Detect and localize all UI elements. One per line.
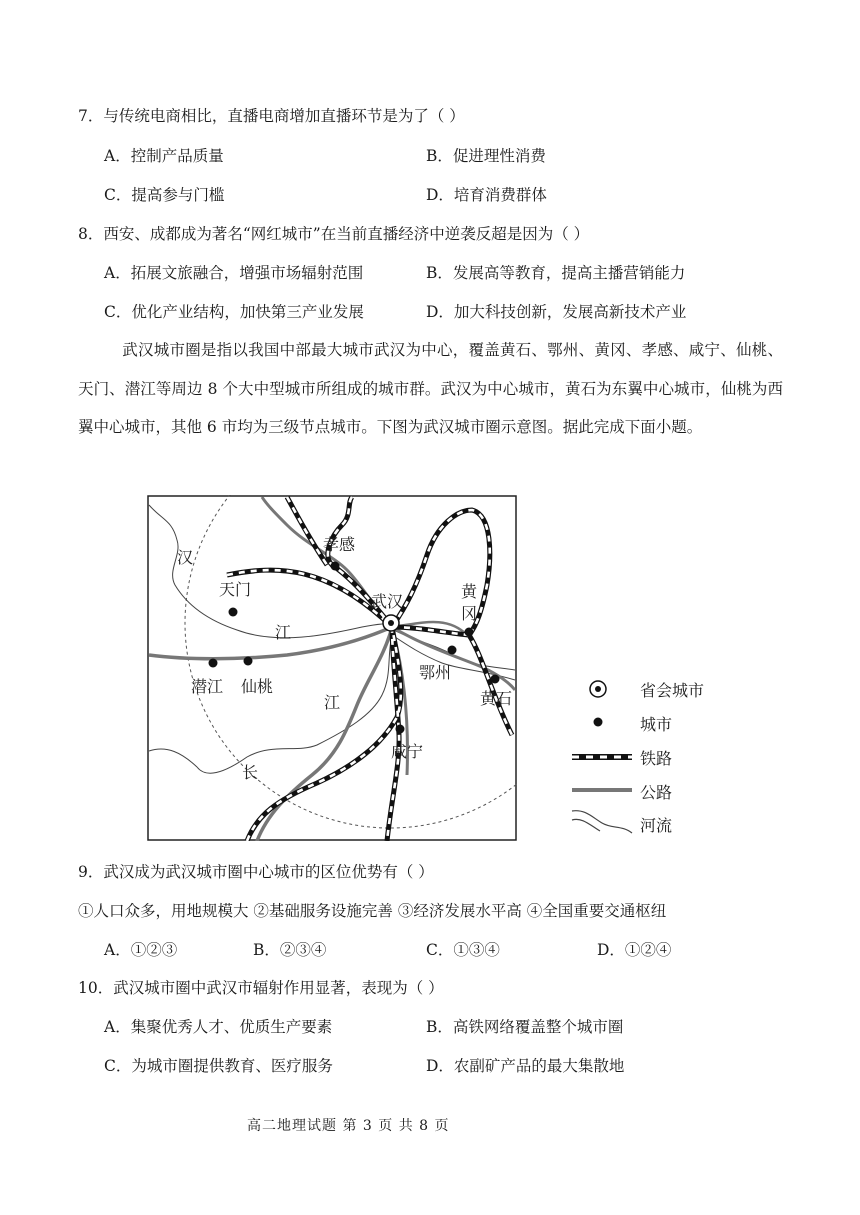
wuhan-city-circle-map (147, 495, 517, 841)
label-tianmen: 天门 (219, 580, 252, 599)
q9-option-a: A．①②③ (104, 941, 178, 959)
question-9-stem: 9．武汉成为武汉城市圈中心城市的区位优势有（ ） (78, 863, 434, 881)
label-jiang-1: 江 (275, 623, 292, 642)
label-huanggang-2: 冈 (461, 604, 478, 623)
q7-option-d: D．培育消费群体 (426, 186, 547, 204)
q7-option-a: A．控制产品质量 (104, 147, 224, 165)
legend-city-label: 城市 (640, 715, 673, 734)
label-huangshi: 黄石 (480, 689, 513, 708)
q8-option-d: D．加大科技创新，发展高新技术产业 (426, 303, 687, 321)
legend-capital-label: 省会城市 (640, 681, 705, 700)
legend-city-icon (594, 718, 603, 727)
question-9-statements: ①人口众多，用地规模大 ②基础服务设施完善 ③经济发展水平高 ④全国重要交通枢纽 (78, 902, 667, 920)
ezhou-dot (448, 646, 457, 655)
question-10-stem: 10．武汉城市圈中武汉市辐射作用显著，表现为（ ） (78, 979, 444, 997)
legend-symbols (570, 675, 640, 835)
legend-road-label: 公路 (640, 783, 673, 802)
tianmen-dot (229, 608, 238, 617)
legend-river-icon (572, 811, 632, 833)
xiantao-dot (244, 657, 253, 666)
legend-rail-label: 铁路 (640, 749, 673, 768)
q9-option-b: B．②③④ (253, 941, 327, 959)
question-8-stem: 8．西安、成都成为著名“网红城市”在当前直播经济中逆袭反超是因为（ ） (78, 225, 590, 243)
question-7-stem: 7．与传统电商相比，直播电商增加直播环节是为了（ ） (78, 107, 465, 125)
label-wuhan: 武汉 (371, 592, 404, 611)
label-han-river: 汉 (177, 548, 194, 567)
q8-option-c: C．优化产业结构，加快第三产业发展 (104, 303, 364, 321)
q9-option-d: D．①②④ (597, 941, 672, 959)
label-huanggang-1: 黄 (461, 582, 478, 601)
q10-option-c: C．为城市圈提供教育、医疗服务 (104, 1057, 333, 1075)
q10-option-d: D．农副矿产品的最大集散地 (426, 1057, 625, 1075)
label-jiang-2: 江 (324, 693, 341, 712)
q7-option-b: B．促进理性消费 (426, 147, 546, 165)
label-ezhou: 鄂州 (419, 663, 452, 682)
label-xianning: 咸宁 (391, 742, 424, 761)
q9-option-c: C．①③④ (426, 941, 500, 959)
label-qianjiang: 潜江 (191, 677, 224, 696)
q10-option-b: B．高铁网络覆盖整个城市圈 (426, 1018, 624, 1036)
q7-option-c: C．提高参与门槛 (104, 186, 225, 204)
q10-option-a: A．集聚优秀人才、优质生产要素 (104, 1018, 333, 1036)
label-xiantao: 仙桃 (241, 677, 274, 696)
huanggang-dot (465, 628, 474, 637)
huangshi-dot (491, 675, 500, 684)
page-footer: 高二地理试题 第 3 页 共 8 页 (247, 1118, 450, 1134)
q8-option-b: B．发展高等教育，提高主播营销能力 (426, 264, 686, 282)
xianning-dot (396, 725, 405, 734)
legend-river-label: 河流 (640, 816, 673, 835)
q8-option-a: A．拓展文旅融合，增强市场辐射范围 (104, 264, 364, 282)
passage: 武汉城市圈是指以我国中部最大城市武汉为中心，覆盖黄石、鄂州、黄冈、孝感、咸宁、仙桃、天门、潜江等周边 8 个大中型城市所组成的城市群。武汉为中心城市，黄石为东翼中心城市，仙桃为西翼中心城市，其他 6 市均为三级节点城市。下图为武汉城市圈示意图。据此完成下面小题。 (78, 341, 783, 436)
label-xiaogan: 孝感 (323, 535, 356, 554)
label-chang: 长 (242, 763, 259, 782)
xiaogan-dot (331, 562, 340, 571)
qianjiang-dot (209, 659, 218, 668)
